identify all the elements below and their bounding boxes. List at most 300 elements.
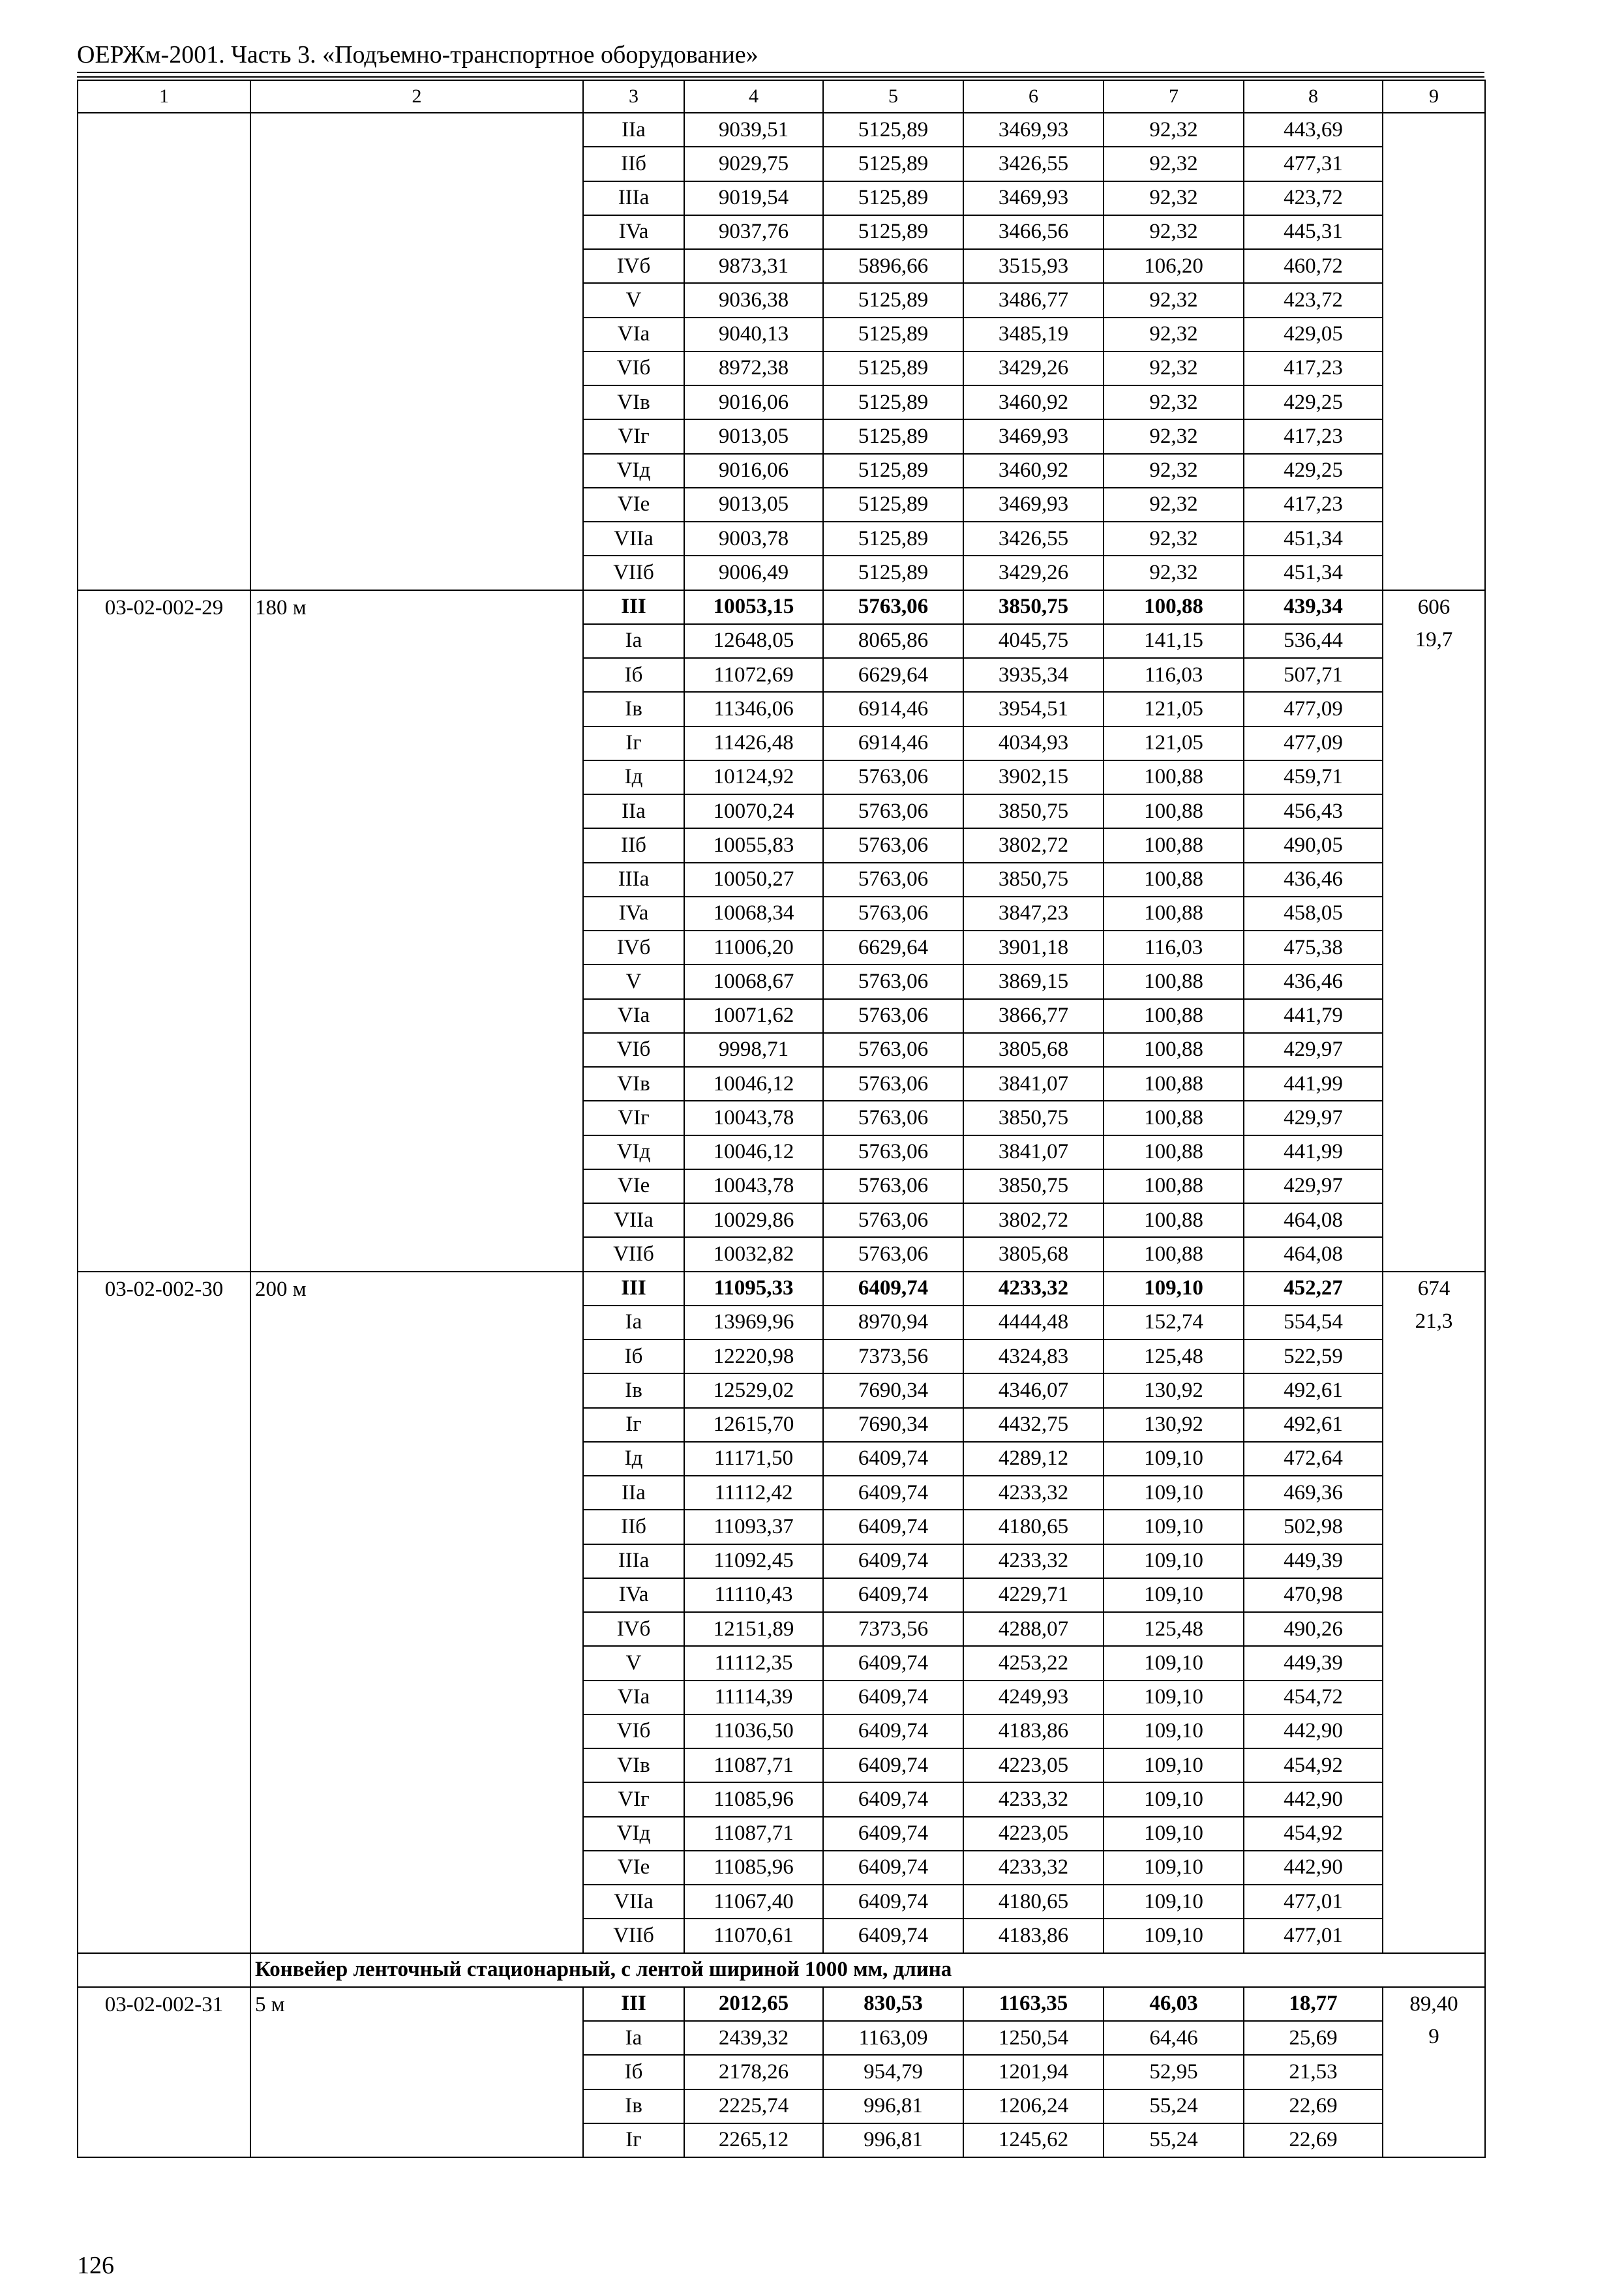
- value-cell: 464,08: [1244, 1237, 1383, 1271]
- value-cell: 3805,68: [963, 1237, 1104, 1271]
- value-cell: 10053,15: [684, 590, 823, 624]
- value-cell: 6409,74: [823, 1272, 963, 1306]
- value-cell: 4288,07: [963, 1612, 1104, 1646]
- value-cell: 100,88: [1104, 590, 1244, 624]
- value-cell: 100,88: [1104, 1101, 1244, 1135]
- value-cell: 6409,74: [823, 1851, 963, 1885]
- value-cell: 4289,12: [963, 1442, 1104, 1476]
- value-cell: 4045,75: [963, 624, 1104, 658]
- column-number-row: [78, 80, 1485, 113]
- value-cell: 454,92: [1244, 1817, 1383, 1851]
- value-cell: 12648,05: [684, 624, 823, 658]
- value-cell: 439,34: [1244, 590, 1383, 624]
- column-number: 7: [1104, 80, 1244, 113]
- zone-cell: IIIa: [583, 1544, 684, 1578]
- value-cell: 429,97: [1244, 1101, 1383, 1135]
- zone-cell: Iд: [583, 1442, 684, 1476]
- value-cell: 477,01: [1244, 1885, 1383, 1919]
- zone-cell: VIд: [583, 1817, 684, 1851]
- value-cell: 116,03: [1104, 658, 1244, 692]
- value-cell: 3426,55: [963, 522, 1104, 556]
- value-cell: 10050,27: [684, 863, 823, 897]
- value-cell: 100,88: [1104, 1135, 1244, 1169]
- zone-cell: VIв: [583, 1067, 684, 1101]
- value-cell: 100,88: [1104, 1169, 1244, 1203]
- value-cell: 451,34: [1244, 556, 1383, 590]
- value-cell: 55,24: [1104, 2123, 1244, 2157]
- value-cell: 1206,24: [963, 2089, 1104, 2123]
- value-cell: 5125,89: [823, 454, 963, 488]
- value-cell: 109,10: [1104, 1714, 1244, 1748]
- header-rule-second: [77, 76, 1484, 78]
- value-cell: 5125,89: [823, 352, 963, 385]
- page-header: ОЕРЖм-2001. Часть 3. «Подъемно-транспортное оборудование»: [77, 41, 759, 68]
- value-cell: 6914,46: [823, 726, 963, 760]
- value-cell: 10055,83: [684, 828, 823, 862]
- value-cell: 4324,83: [963, 1339, 1104, 1373]
- rate-code: 03-02-002-29: [78, 590, 250, 1272]
- zone-cell: Iб: [583, 1339, 684, 1373]
- value-cell: 443,69: [1244, 113, 1383, 147]
- col9-value: 21,3: [1415, 1309, 1453, 1333]
- value-cell: 442,90: [1244, 1851, 1383, 1885]
- value-cell: 92,32: [1104, 352, 1244, 385]
- value-cell: 11006,20: [684, 931, 823, 965]
- value-cell: 5125,89: [823, 385, 963, 419]
- value-cell: 477,09: [1244, 692, 1383, 726]
- column-number: 2: [250, 80, 583, 113]
- value-cell: 3469,93: [963, 419, 1104, 453]
- value-cell: 536,44: [1244, 624, 1383, 658]
- value-cell: 9013,05: [684, 419, 823, 453]
- value-cell: 4249,93: [963, 1681, 1104, 1714]
- value-cell: 2265,12: [684, 2123, 823, 2157]
- value-cell: 6409,74: [823, 1646, 963, 1680]
- value-cell: 6409,74: [823, 1748, 963, 1782]
- value-cell: 9029,75: [684, 147, 823, 181]
- value-cell: 449,39: [1244, 1646, 1383, 1680]
- value-cell: 13969,96: [684, 1306, 823, 1339]
- zone-cell: V: [583, 1646, 684, 1680]
- value-cell: 9019,54: [684, 181, 823, 215]
- value-cell: 492,61: [1244, 1373, 1383, 1407]
- value-cell: 6409,74: [823, 1510, 963, 1544]
- value-cell: 9039,51: [684, 113, 823, 147]
- value-cell: 5763,06: [823, 1101, 963, 1135]
- value-cell: 109,10: [1104, 1817, 1244, 1851]
- value-cell: 5763,06: [823, 965, 963, 998]
- value-cell: 109,10: [1104, 1510, 1244, 1544]
- value-cell: 554,54: [1244, 1306, 1383, 1339]
- value-cell: 7690,34: [823, 1408, 963, 1442]
- zone-cell: VIa: [583, 318, 684, 352]
- value-cell: 3486,77: [963, 283, 1104, 317]
- value-cell: 9036,38: [684, 283, 823, 317]
- value-cell: 5125,89: [823, 181, 963, 215]
- value-cell: 3802,72: [963, 1203, 1104, 1237]
- value-cell: 3485,19: [963, 318, 1104, 352]
- zone-cell: IIa: [583, 794, 684, 828]
- value-cell: 9006,49: [684, 556, 823, 590]
- value-cell: 9003,78: [684, 522, 823, 556]
- value-cell: 11112,35: [684, 1646, 823, 1680]
- value-cell: 6409,74: [823, 1681, 963, 1714]
- value-cell: 1163,35: [963, 1987, 1104, 2021]
- value-cell: 11072,69: [684, 658, 823, 692]
- value-cell: 11092,45: [684, 1544, 823, 1578]
- value-cell: 10068,34: [684, 897, 823, 931]
- value-cell: 7373,56: [823, 1612, 963, 1646]
- value-cell: 109,10: [1104, 1782, 1244, 1816]
- value-cell: 109,10: [1104, 1919, 1244, 1952]
- value-cell: 3802,72: [963, 828, 1104, 862]
- value-cell: 436,46: [1244, 965, 1383, 998]
- value-cell: 92,32: [1104, 318, 1244, 352]
- value-cell: 21,53: [1244, 2055, 1383, 2089]
- value-cell: 130,92: [1104, 1408, 1244, 1442]
- value-cell: 469,36: [1244, 1476, 1383, 1510]
- value-cell: 92,32: [1104, 556, 1244, 590]
- value-cell: 12529,02: [684, 1373, 823, 1407]
- value-cell: 121,05: [1104, 726, 1244, 760]
- col9-cell: [1383, 590, 1485, 1272]
- value-cell: 92,32: [1104, 181, 1244, 215]
- value-cell: 3426,55: [963, 147, 1104, 181]
- value-cell: 9037,76: [684, 215, 823, 249]
- value-cell: 109,10: [1104, 1476, 1244, 1510]
- value-cell: 4233,32: [963, 1782, 1104, 1816]
- value-cell: 11095,33: [684, 1272, 823, 1306]
- value-cell: 100,88: [1104, 1203, 1244, 1237]
- value-cell: 92,32: [1104, 215, 1244, 249]
- value-cell: 5763,06: [823, 1033, 963, 1067]
- value-cell: 5763,06: [823, 828, 963, 862]
- zone-cell: VIe: [583, 1169, 684, 1203]
- value-cell: 477,31: [1244, 147, 1383, 181]
- column-number: 4: [684, 80, 823, 113]
- value-cell: 436,46: [1244, 863, 1383, 897]
- value-cell: 10043,78: [684, 1169, 823, 1203]
- zone-cell: Iв: [583, 2089, 684, 2123]
- value-cell: 6409,74: [823, 1578, 963, 1612]
- value-cell: 3515,93: [963, 249, 1104, 283]
- rates-table: [77, 80, 1486, 2158]
- value-cell: 441,99: [1244, 1067, 1383, 1101]
- value-cell: 116,03: [1104, 931, 1244, 965]
- value-cell: 10043,78: [684, 1101, 823, 1135]
- value-cell: 5125,89: [823, 318, 963, 352]
- value-cell: 92,32: [1104, 522, 1244, 556]
- zone-cell: IVa: [583, 1578, 684, 1612]
- value-cell: 6409,74: [823, 1782, 963, 1816]
- value-cell: 125,48: [1104, 1612, 1244, 1646]
- value-cell: 507,71: [1244, 658, 1383, 692]
- value-cell: 92,32: [1104, 454, 1244, 488]
- value-cell: 109,10: [1104, 1885, 1244, 1919]
- value-cell: 4233,32: [963, 1544, 1104, 1578]
- value-cell: 5125,89: [823, 419, 963, 453]
- value-cell: 6409,74: [823, 1817, 963, 1851]
- value-cell: 130,92: [1104, 1373, 1244, 1407]
- value-cell: 470,98: [1244, 1578, 1383, 1612]
- value-cell: 6409,74: [823, 1476, 963, 1510]
- zone-cell: IVб: [583, 931, 684, 965]
- value-cell: 11110,43: [684, 1578, 823, 1612]
- value-cell: 5125,89: [823, 522, 963, 556]
- value-cell: 5763,06: [823, 999, 963, 1033]
- zone-cell: VIв: [583, 385, 684, 419]
- value-cell: 475,38: [1244, 931, 1383, 965]
- value-cell: 449,39: [1244, 1544, 1383, 1578]
- value-cell: 3850,75: [963, 794, 1104, 828]
- value-cell: 442,90: [1244, 1714, 1383, 1748]
- header-rule: [77, 72, 1484, 73]
- value-cell: 109,10: [1104, 1272, 1244, 1306]
- zone-cell: VIг: [583, 1101, 684, 1135]
- value-cell: 125,48: [1104, 1339, 1244, 1373]
- value-cell: 5125,89: [823, 488, 963, 522]
- table-row: [78, 1987, 1485, 2021]
- value-cell: 3841,07: [963, 1135, 1104, 1169]
- zone-cell: Iг: [583, 1408, 684, 1442]
- value-cell: 3469,93: [963, 181, 1104, 215]
- table-row: [78, 1272, 1485, 1306]
- value-cell: 1201,94: [963, 2055, 1104, 2089]
- value-cell: 109,10: [1104, 1578, 1244, 1612]
- value-cell: 454,72: [1244, 1681, 1383, 1714]
- zone-cell: Iб: [583, 658, 684, 692]
- value-cell: 5125,89: [823, 556, 963, 590]
- value-cell: 5763,06: [823, 1135, 963, 1169]
- zone-cell: VIд: [583, 1135, 684, 1169]
- value-cell: 7690,34: [823, 1373, 963, 1407]
- value-cell: 11171,50: [684, 1442, 823, 1476]
- value-cell: 477,09: [1244, 726, 1383, 760]
- zone-cell: IIб: [583, 828, 684, 862]
- value-cell: 445,31: [1244, 215, 1383, 249]
- value-cell: 92,32: [1104, 385, 1244, 419]
- zone-cell: VIIa: [583, 1885, 684, 1919]
- column-number: 5: [823, 80, 963, 113]
- value-cell: 6914,46: [823, 692, 963, 726]
- value-cell: 6409,74: [823, 1714, 963, 1748]
- zone-cell: VIб: [583, 1714, 684, 1748]
- value-cell: 100,88: [1104, 828, 1244, 862]
- section-title: Конвейер ленточный стационарный, с лентой шириной 1000 мм, длина: [250, 1953, 1485, 1987]
- zone-cell: IIб: [583, 1510, 684, 1544]
- value-cell: 3429,26: [963, 556, 1104, 590]
- value-cell: 5763,06: [823, 794, 963, 828]
- zone-cell: IVб: [583, 249, 684, 283]
- value-cell: 2439,32: [684, 2021, 823, 2055]
- zone-cell: Iв: [583, 1373, 684, 1407]
- value-cell: 9016,06: [684, 454, 823, 488]
- value-cell: 490,26: [1244, 1612, 1383, 1646]
- rate-name: 5 м: [250, 1987, 583, 2157]
- value-cell: 100,88: [1104, 965, 1244, 998]
- zone-cell: Iв: [583, 692, 684, 726]
- value-cell: 3935,34: [963, 658, 1104, 692]
- value-cell: 5763,06: [823, 1169, 963, 1203]
- value-cell: 3841,07: [963, 1067, 1104, 1101]
- value-cell: 25,69: [1244, 2021, 1383, 2055]
- zone-cell: VIIб: [583, 1237, 684, 1271]
- value-cell: 9873,31: [684, 249, 823, 283]
- zone-cell: Ia: [583, 1306, 684, 1339]
- zone-cell: Ia: [583, 2021, 684, 2055]
- value-cell: 442,90: [1244, 1782, 1383, 1816]
- zone-cell: VIг: [583, 1782, 684, 1816]
- value-cell: 109,10: [1104, 1646, 1244, 1680]
- value-cell: 452,27: [1244, 1272, 1383, 1306]
- rate-code: 03-02-002-31: [78, 1987, 250, 2157]
- col9-value: 606: [1417, 595, 1451, 619]
- value-cell: 92,32: [1104, 147, 1244, 181]
- value-cell: 11036,50: [684, 1714, 823, 1748]
- value-cell: 4253,22: [963, 1646, 1104, 1680]
- value-cell: 8970,94: [823, 1306, 963, 1339]
- value-cell: 3469,93: [963, 488, 1104, 522]
- value-cell: 3850,75: [963, 590, 1104, 624]
- value-cell: 830,53: [823, 1987, 963, 2021]
- value-cell: 11067,40: [684, 1885, 823, 1919]
- page-number: 126: [77, 2252, 114, 2279]
- value-cell: 451,34: [1244, 522, 1383, 556]
- value-cell: 5125,89: [823, 215, 963, 249]
- zone-cell: VIIб: [583, 556, 684, 590]
- zone-cell: IIIa: [583, 863, 684, 897]
- zone-cell: IVa: [583, 215, 684, 249]
- value-cell: 100,88: [1104, 1067, 1244, 1101]
- value-cell: 954,79: [823, 2055, 963, 2089]
- value-cell: 4444,48: [963, 1306, 1104, 1339]
- value-cell: 4233,32: [963, 1851, 1104, 1885]
- value-cell: 417,23: [1244, 419, 1383, 453]
- col9-cell: [1383, 1272, 1485, 1953]
- value-cell: 11093,37: [684, 1510, 823, 1544]
- value-cell: 2178,26: [684, 2055, 823, 2089]
- value-cell: 5763,06: [823, 760, 963, 794]
- value-cell: 9998,71: [684, 1033, 823, 1067]
- value-cell: 9013,05: [684, 488, 823, 522]
- zone-cell: Iг: [583, 2123, 684, 2157]
- value-cell: 92,32: [1104, 419, 1244, 453]
- value-cell: 423,72: [1244, 181, 1383, 215]
- value-cell: 10071,62: [684, 999, 823, 1033]
- zone-cell: V: [583, 965, 684, 998]
- value-cell: 5896,66: [823, 249, 963, 283]
- value-cell: 9016,06: [684, 385, 823, 419]
- value-cell: 4229,71: [963, 1578, 1104, 1612]
- zone-cell: IVa: [583, 897, 684, 931]
- table-row: [78, 590, 1485, 624]
- value-cell: 460,72: [1244, 249, 1383, 283]
- value-cell: 454,92: [1244, 1748, 1383, 1782]
- value-cell: 64,46: [1104, 2021, 1244, 2055]
- value-cell: 10032,82: [684, 1237, 823, 1271]
- value-cell: 492,61: [1244, 1408, 1383, 1442]
- value-cell: 456,43: [1244, 794, 1383, 828]
- zone-cell: VIIб: [583, 1919, 684, 1952]
- value-cell: 10068,67: [684, 965, 823, 998]
- value-cell: 100,88: [1104, 863, 1244, 897]
- value-cell: 100,88: [1104, 794, 1244, 828]
- value-cell: 3850,75: [963, 863, 1104, 897]
- value-cell: 12220,98: [684, 1339, 823, 1373]
- value-cell: 5763,06: [823, 897, 963, 931]
- value-cell: 3805,68: [963, 1033, 1104, 1067]
- zone-cell: IIa: [583, 113, 684, 147]
- value-cell: 4223,05: [963, 1817, 1104, 1851]
- value-cell: 3429,26: [963, 352, 1104, 385]
- col9-value: 674: [1417, 1276, 1451, 1300]
- value-cell: 11426,48: [684, 726, 823, 760]
- col9-cell: [1383, 113, 1485, 590]
- value-cell: 417,23: [1244, 488, 1383, 522]
- value-cell: 441,79: [1244, 999, 1383, 1033]
- value-cell: 11346,06: [684, 692, 823, 726]
- zone-cell: III: [583, 590, 684, 624]
- value-cell: 459,71: [1244, 760, 1383, 794]
- value-cell: 12151,89: [684, 1612, 823, 1646]
- table-row: [78, 113, 1485, 147]
- zone-cell: VIe: [583, 1851, 684, 1885]
- value-cell: 5125,89: [823, 283, 963, 317]
- col9-value: 9: [1428, 2024, 1439, 2048]
- value-cell: 429,25: [1244, 454, 1383, 488]
- zone-cell: IIб: [583, 147, 684, 181]
- value-cell: 2012,65: [684, 1987, 823, 2021]
- col9-cell: [1383, 1987, 1485, 2157]
- value-cell: 6409,74: [823, 1544, 963, 1578]
- section-row: [78, 1953, 1485, 1987]
- zone-cell: VIe: [583, 488, 684, 522]
- value-cell: 109,10: [1104, 1544, 1244, 1578]
- value-cell: 3460,92: [963, 454, 1104, 488]
- value-cell: 10070,24: [684, 794, 823, 828]
- value-cell: 3869,15: [963, 965, 1104, 998]
- value-cell: 46,03: [1104, 1987, 1244, 2021]
- value-cell: 3901,18: [963, 931, 1104, 965]
- value-cell: 6409,74: [823, 1919, 963, 1952]
- rate-name-cell: [250, 113, 583, 590]
- value-cell: 429,97: [1244, 1169, 1383, 1203]
- value-cell: 11087,71: [684, 1817, 823, 1851]
- zone-cell: VIг: [583, 419, 684, 453]
- value-cell: 92,32: [1104, 488, 1244, 522]
- value-cell: 5763,06: [823, 1237, 963, 1271]
- value-cell: 423,72: [1244, 283, 1383, 317]
- zone-cell: VIб: [583, 1033, 684, 1067]
- value-cell: 106,20: [1104, 249, 1244, 283]
- zone-cell: VIIa: [583, 1203, 684, 1237]
- value-cell: 490,05: [1244, 828, 1383, 862]
- column-number: 9: [1383, 80, 1485, 113]
- value-cell: 4233,32: [963, 1476, 1104, 1510]
- value-cell: 4233,32: [963, 1272, 1104, 1306]
- zone-cell: Iб: [583, 2055, 684, 2089]
- value-cell: 52,95: [1104, 2055, 1244, 2089]
- value-cell: 3850,75: [963, 1101, 1104, 1135]
- value-cell: 100,88: [1104, 1237, 1244, 1271]
- value-cell: 3469,93: [963, 113, 1104, 147]
- value-cell: 22,69: [1244, 2089, 1383, 2123]
- value-cell: 109,10: [1104, 1681, 1244, 1714]
- value-cell: 100,88: [1104, 760, 1244, 794]
- value-cell: 6629,64: [823, 931, 963, 965]
- value-cell: 6409,74: [823, 1442, 963, 1476]
- value-cell: 441,99: [1244, 1135, 1383, 1169]
